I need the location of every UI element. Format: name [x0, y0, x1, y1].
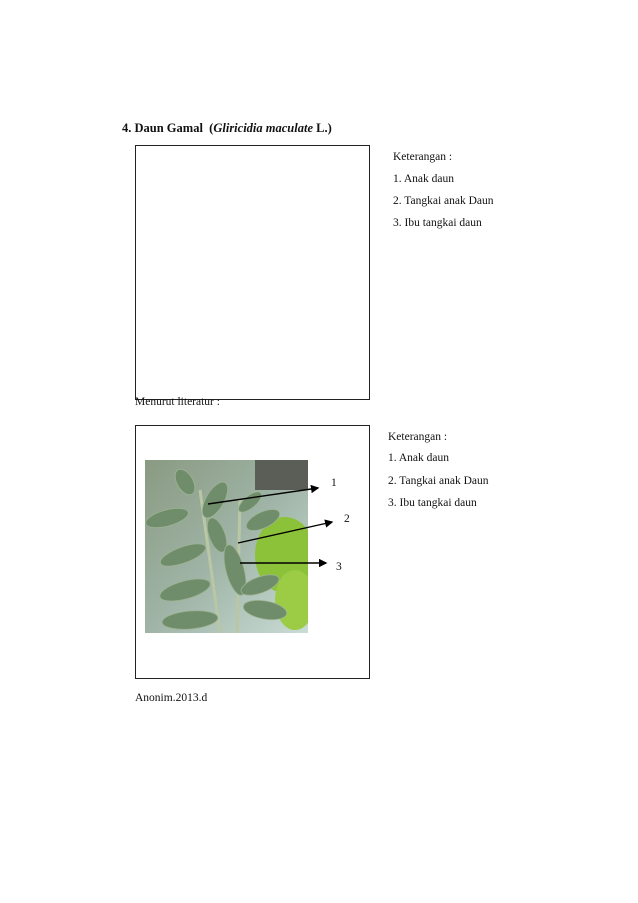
literature-note-1: 1. Anak daun — [388, 452, 450, 464]
photo-label-3: 3 — [336, 561, 342, 573]
literature-notes-title: Keterangan : — [388, 431, 448, 443]
observation-note-3: 3. Ibu tangkai daun — [393, 217, 482, 229]
scientific-name: Gliricidia maculate — [213, 121, 313, 135]
section-number: 4. — [122, 121, 132, 135]
author-abbrev: L.) — [316, 121, 332, 135]
open-paren: ( — [209, 121, 214, 135]
observation-note-1: 1. Anak daun — [393, 173, 455, 185]
literature-note-3: 3. Ibu tangkai daun — [388, 497, 477, 509]
photo-label-1: 1 — [331, 477, 337, 489]
literature-note-2: 2. Tangkai anak Daun — [388, 475, 489, 487]
arrow-2 — [238, 522, 332, 543]
literature-label: Menurut literatur : — [135, 396, 220, 408]
source-citation: Anonim.2013.d — [135, 692, 208, 704]
photo-label-2: 2 — [344, 513, 350, 525]
arrow-1 — [208, 488, 318, 504]
section-title: Daun Gamal — [134, 121, 203, 135]
observation-note-2: 2. Tangkai anak Daun — [393, 195, 494, 207]
observation-notes-title: Keterangan : — [393, 151, 453, 163]
